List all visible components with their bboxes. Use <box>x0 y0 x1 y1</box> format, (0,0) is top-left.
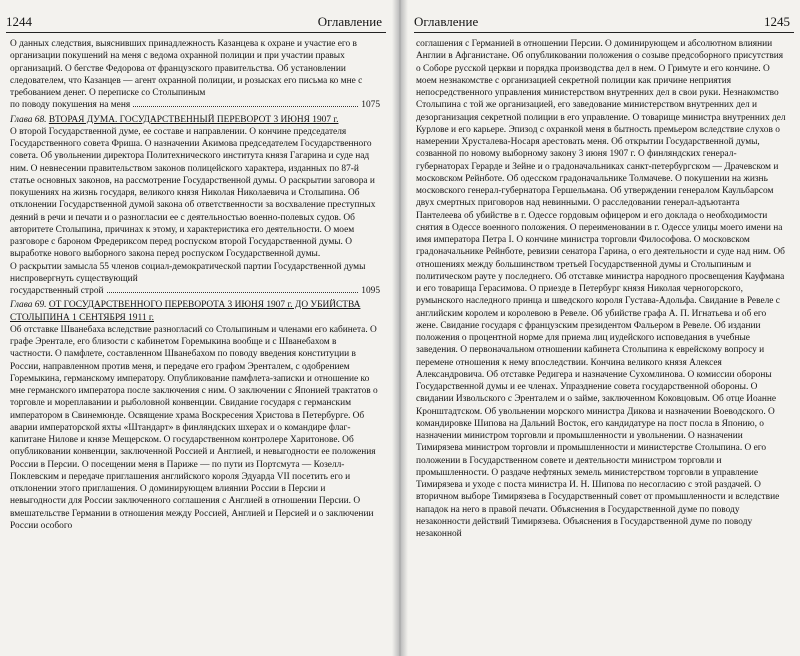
chapter-68-heading <box>10 114 380 126</box>
toc-entry-tail <box>10 99 380 111</box>
page-number: 1244 <box>6 14 32 29</box>
chapter-68-tail-start: О раскрытии замысла 55 членов социал-демократической партии Государственной думы ниспровергнуть существующий <box>10 261 366 284</box>
chapter-69-text: Об отставке Шванебаха вследствие разногласий со Столыпиным и членами его кабинета. О графе Эрентале, его близости с кабинетом Горемыкина вообще и с Шванебахом в частности. О памфлете, составленном Шванебахом по поводу введения конституции в России, направленном против меня, и передаче его графом Эренталем, с одобрением Горемыкина, германскому императору. Опубликование памфлета-записки и отношение ко мне германского императора после заключения с ним. О заключении с Японией трактатов о торговле и мореплавании и рыболовной конвенции. Свидание государя с германским императором в Свинемюнде. Освящение храма Воскресения Христова в Петербурге. Об аварии императорской яхты «Штандарт» в финляндских шхерах и о командире флаг-капитане Нилове и князе Мещерском. О государственном контролере Харитонове. Об опубликовании конвенции, заключенной Россией и Англией, и невыгодности ее положения России в Персии. О посещении меня в Париже — по пути из Портсмута — Козелл-Поклевским и передаче приглашения английского короля Эдуарда VII посетить его и отклонении этого приглашения. О доминирующем влиянии России в Персии и невыгодности для России заключенного соглашения с Англией в отношении Персии. О вмешательстве Германии в отношения между Россией, Англией и Персией и о заключении России особого <box>10 324 378 531</box>
right-page-body <box>416 38 786 650</box>
right-page-header <box>414 14 794 33</box>
toc-leader-dots <box>133 106 358 107</box>
toc-entry-tail <box>10 285 380 297</box>
chapter-label: Глава 68. <box>10 114 47 125</box>
toc-page-ref: 1095 <box>361 286 380 296</box>
chapter-68-contents-end <box>10 261 380 286</box>
running-title: Оглавление <box>414 14 479 29</box>
running-title: Оглавление <box>317 14 382 29</box>
chapter-68-contents <box>10 126 380 261</box>
chapter-69-contents <box>10 324 380 532</box>
left-page <box>0 0 392 656</box>
chapter-title: ОТ ГОСУДАРСТВЕННОГО ПЕРЕВОРОТА 3 ИЮНЯ 1907 г. ДО УБИЙСТВА СТОЛЫПИНА 1 СЕНТЯБРЯ 1911 г. <box>10 300 361 323</box>
chapter-69-contents-continued <box>416 38 786 540</box>
left-page-body <box>10 38 380 650</box>
toc-leader-dots <box>107 292 359 293</box>
book-gutter <box>392 0 408 656</box>
toc-page-ref: 1075 <box>361 100 380 111</box>
toc-entry-intro: О данных следствия, выяснивших принадлежность Казанцева к охране и участие его в организации покушений на меня с ведома охранной полиции и при участии правых организаций. О бегстве Федорова от французского правительства. Об установлении следователем, что Казанцев — агент охранной полиции, и розысках его письма ко мне с требованием денег. О переписке со Столыпиным <box>10 39 363 98</box>
page-number: 1245 <box>764 14 790 29</box>
left-page-header <box>6 14 386 33</box>
toc-entry-tail-text: государственный строй <box>10 286 104 296</box>
chapter-label: Глава 69. <box>10 300 47 311</box>
toc-entry-tail-text: по поводу покушения на меня <box>10 100 131 111</box>
right-page-text: соглашения с Германией в отношении Персии. О доминирующем и абсолютном влиянии Англии в Афганистане. Об опубликовании положения о созыве предсоборного присутствия о Соборе русской церкви и порядка производства дел в нем. О Гримуте и его кончине. О моем незнакомстве с организацией секретной полиции как причине неприятия непосредственного управления министерством внутренних дел в свои руки. Незнакомство Столыпина с той же организацией, его заведование министерством внутренних дел и дезорганизация секретной полиции в его управление. О товарище министра внутренних дел Курлове и его карьере. Эпизод с охранкой меня в бытность премьером вследствие слухов о намерении Хрусталева-Носаря арестовать меня. Об открытии Государственной думы, созванной по новому выборному закону 3 июня 1907 г. О финляндских генерал-губернаторах Герарде и Зейне и о градоначальниках санкт-петербургском — Драчевском и московском Рейнботе. Об одесском градоначальнике Толмачеве. О покушении на жизнь московского генерал-губернатора Гершельмана. Об утверждении генералом Каульбарсом двух смертных приговоров над невинными. О расследовании генерал-адъютанта Пантелеева об убийстве в г. Одессе гордовым офицером и его доклада о необходимости снятия в Одессе военного положения. О переименовании в г. Одессе улицы моего имени на имя императора Петра I. О кончине министра торговли Философова. О московском градоначальнике Рейнботе, ревизии сенатора Гарина, о его деятельности и суде над ним. Об отношениях между большинством третьей Государственной думы и Столыпиным и политическом рауте у последнего. Об отставке министра народного просвещения Кауфмана и его товарища Герасимова. О приезде в Петербург князя Николая черногорского, румынского наследного принца и шведского короля Густава-Адольфа. Свидание в Ревеле с английским королем и королевою в Ревеле. Об убийстве графа А. П. Игнатьева и об его жене. Свидание государя с французским президентом Фальером в Ревеле. Об издании положения о процентной норме для приема лиц иудейского исповедания в учебные заведения. О первоначальном отношении кабинета Столыпина к еврейскому вопросу и перемене отношения к нему впоследствии. Кончина великого князя Алексея Александровича. Об отставке Редигера и назначение Сухомлинова. О комиссии обороны Государственной думы и ее членах. Упразднение совета государственной обороны. О свидании Извольского с Эренталем и о займе, заключенном Коковцовым. Об отце Иоанне Кронштадтском. Об увольнении морского министра Дикова и назначении Воеводского. О командировке Шипова на Дальний Восток, его кандидатуре на пост посла в Японию, о назначении министром торговли и промышленности и увольнении. О назначении Тимирязева министром торговли и промышленности и министерстве Столыпина. О его положении в Государственном совете и деятельности министром торговли и промышленности. О раздаче нефтяных земель министерством торговли в управление Тимирязева и уходе с поста министра И. Н. Шипова по несогласию с этой раздачей. О вторичном выборе Тимирязева в Государственный совет от промышленности и вследствие нападок на него в правой печати. Объяснения в Государственной думе по поводу незаконности действий Тимирязева. Объяснения в Государственной думе по поводу незаконной <box>416 39 786 539</box>
right-page <box>408 0 800 656</box>
chapter-title: ВТОРАЯ ДУМА. ГОСУДАРСТВЕННЫЙ ПЕРЕВОРОТ 3 ИЮНЯ 1907 г. <box>48 114 339 125</box>
toc-entry-text <box>10 38 380 99</box>
chapter-68-text: О второй Государственной думе, ее составе и направлении. О кончине председателя Государственного совета Фриша. О назначении Акимова председателем Государственного совета. Об увольнении директора Политехнического института князя Гагарина и суде над ним. О невнесении правительством законов полицейского характера, изданных по 87-й статье основных законов, на рассмотрение Государственной думы. О раскрытии заговора и покушениях на жизнь государя, великого князя Николая Николаевича и Столыпина. Об отклонении Государственной думой закона об ответственности за восхваление преступных деяний в речи и печати и о разногласии ее с деятельностью военно-полевых судов. Об авторитете Столыпина, причинах к этому, и характеристика его деятельности. О моем разговоре с бароном Фредериксом перед роспуском второй Государственной думы. О выработке нового выборного закона перед роспуском Государственной думы. <box>10 126 376 260</box>
chapter-69-heading <box>10 299 380 324</box>
